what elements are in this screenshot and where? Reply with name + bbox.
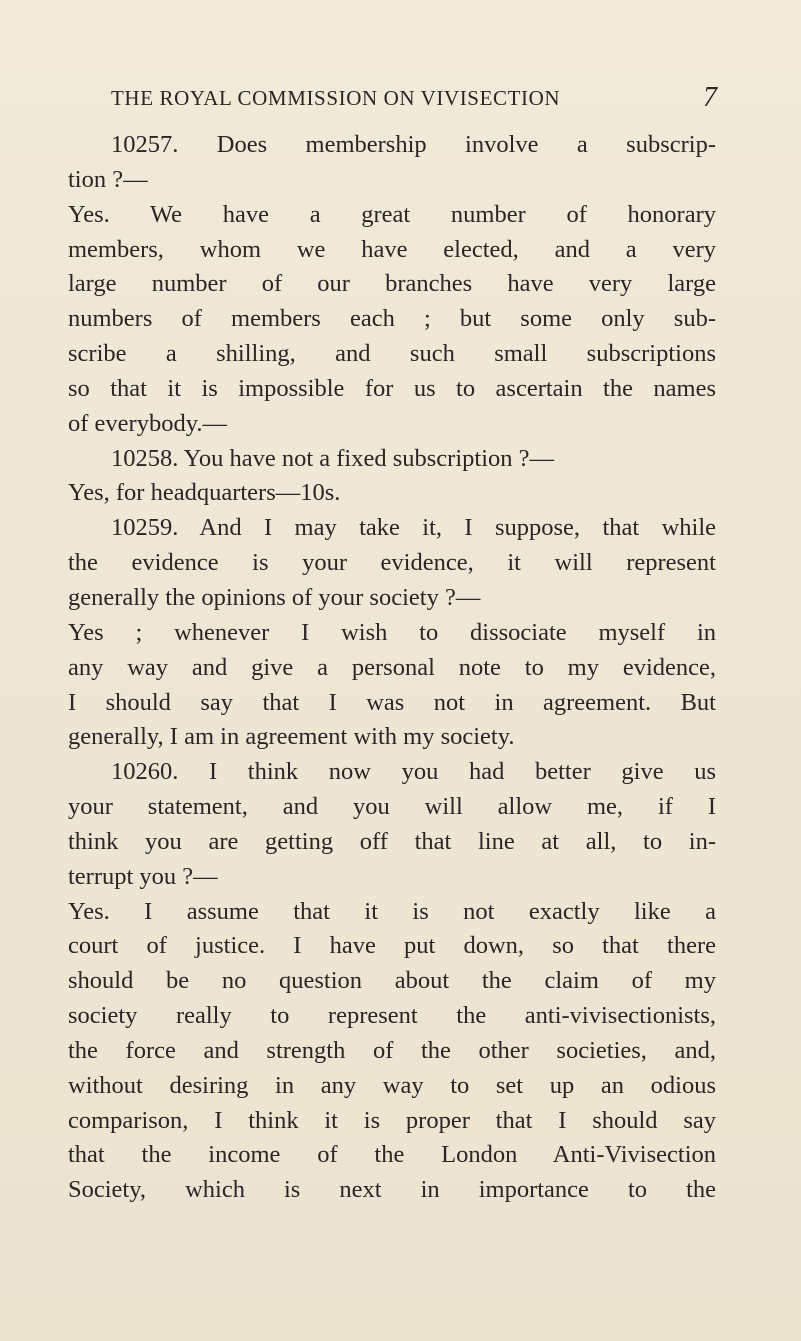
text-line: Yes, for headquarters—10s. (68, 479, 341, 507)
text-line: society really to represent the anti-vivisectionists, (68, 1002, 716, 1030)
text-line: that the income of the London Anti-Vivisection (68, 1141, 716, 1169)
text-line: generally the opinions of your society ?— (68, 583, 481, 611)
text-line: think you are getting off that line at all, to in- (68, 827, 716, 855)
text-line: terrupt you ?— (68, 862, 218, 890)
text-line: Yes. We have a great number of honorary (68, 200, 716, 228)
running-head (111, 82, 717, 118)
text-line: your statement, and you will allow me, if I (68, 793, 716, 821)
text-line: 10257. Does membership involve a subscrip- (111, 131, 716, 158)
text-line: so that it is impossible for us to ascertain the names (68, 374, 716, 402)
text-line: members, whom we have elected, and a very (68, 235, 716, 263)
text-line: any way and give a personal note to my evidence, (68, 653, 716, 681)
text-line: generally, I am in agreement with my society. (68, 723, 515, 751)
text-line: court of justice. I have put down, so that there (68, 932, 716, 960)
text-line: 10260. I think now you had better give us (111, 758, 716, 786)
text-line: Society, which is next in importance to the (68, 1176, 716, 1204)
text-line: large number of our branches have very large (68, 270, 716, 298)
text-line: comparison, I think it is proper that I should say (68, 1106, 716, 1134)
text-line: Yes. I assume that it is not exactly like a (68, 897, 716, 925)
text-line: numbers of members each ; but some only sub- (68, 305, 716, 333)
text-line: should be no question about the claim of my (68, 967, 716, 995)
text-line: 10258. You have not a fixed subscription ?— (111, 444, 554, 472)
text-line: scribe a shilling, and such small subscriptions (68, 340, 716, 368)
text-line: the evidence is your evidence, it will represent (68, 549, 716, 577)
text-line: I should say that I was not in agreement. But (68, 688, 716, 716)
text-line: without desiring in any way to set up an odious (68, 1071, 716, 1099)
page-number: 7 (703, 82, 717, 113)
text-line: tion ?— (68, 165, 148, 193)
text-line: Yes ; whenever I wish to dissociate myself in (68, 618, 716, 646)
text-line: the force and strength of the other societies, and, (68, 1036, 716, 1064)
text-line: of everybody.— (68, 409, 227, 437)
body-text (68, 128, 716, 1208)
text-line: 10259. And I may take it, I suppose, that while (111, 514, 716, 542)
running-title: THE ROYAL COMMISSION ON VIVISECTION (111, 86, 561, 110)
